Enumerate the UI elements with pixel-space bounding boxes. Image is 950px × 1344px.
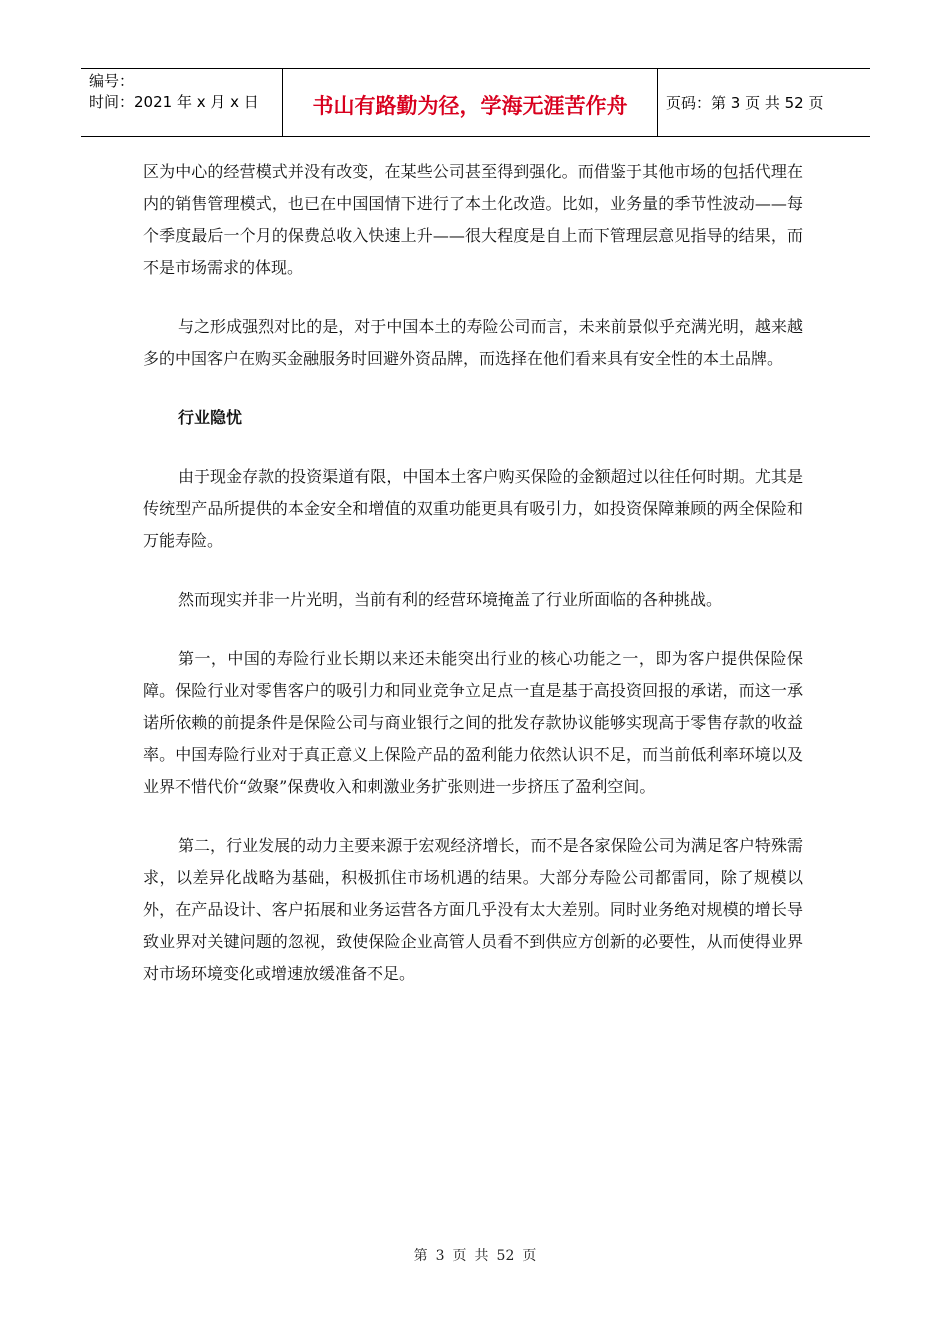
body-paragraph: 第二，行业发展的动力主要来源于宏观经济增长，而不是各家保险公司为满足客户特殊需求，以差异化战略为基础，积极抓住市场机遇的结果。大部分寿险公司都雷同，除了规模以外，在产品设计、客户拓展和业务运营各方面几乎没有太大差别。同时业务绝对规模的增长导致业界对关键问题的忽视，致使保险企业高管人员看不到供应方创新的必要性，从而使得业界对市场环境变化或增速放缓准备不足。 <box>143 836 803 983</box>
footer-total-pages: 52 <box>496 1248 515 1264</box>
footer-ye: 页 <box>452 1248 467 1264</box>
page-footer <box>0 1245 950 1265</box>
footer-di: 第 <box>413 1248 428 1264</box>
body-paragraph: 由于现金存款的投资渠道有限，中国本土客户购买保险的金额超过以往任何时期。尤其是传统型产品所提供的本金安全和增值的双重功能更具有吸引力，如投资保障兼顾的两全保险和万能寿险。 <box>143 467 803 550</box>
document-date: 时间：2021 年 x 月 x 日 <box>89 93 259 111</box>
header-bottom-rule <box>81 136 870 137</box>
footer-page-number: 3 <box>435 1248 445 1264</box>
body-paragraph: 区为中心的经营模式并没有改变，在某些公司甚至得到强化。而借鉴于其他市场的包括代理在内的销售管理模式，也已在中国国情下进行了本土化改造。比如，业务量的季节性波动——每个季度最后一个月的保费总收入快速上升——很大程度是自上而下管理层意见指导的结果，而不是市场需求的体现。 <box>143 162 803 277</box>
footer-ye2: 页 <box>522 1248 537 1264</box>
header-top-rule <box>81 68 870 69</box>
body-paragraph: 然而现实并非一片光明，当前有利的经营环境掩盖了行业所面临的各种挑战。 <box>178 590 723 609</box>
header-page-code: 页码：第 3 页 共 52 页 <box>666 94 824 112</box>
header-motto: 书山有路勤为径，学海无涯苦作舟 <box>312 94 628 118</box>
body-paragraph: 第一，中国的寿险行业长期以来还未能突出行业的核心功能之一，即为客户提供保险保障。保险行业对零售客户的吸引力和同业竞争立足点一直是基于高投资回报的承诺，而这一承诺所依赖的前提条件是保险公司与商业银行之间的批发存款协议能够实现高于零售存款的收益率。中国寿险行业对于真正意义上保险产品的盈利能力依然认识不足，而当前低利率环境以及业界不惜代价“敛聚”保费收入和刺激业务扩张则进一步挤压了盈利空间。 <box>143 649 803 796</box>
document-body <box>143 156 803 990</box>
footer-gong: 共 <box>474 1248 489 1264</box>
body-paragraph: 与之形成强烈对比的是，对于中国本土的寿险公司而言，未来前景似乎充满光明，越来越多的中国客户在购买金融服务时回避外资品牌，而选择在他们看来具有安全性的本土品牌。 <box>143 317 803 368</box>
header-divider-right <box>657 68 658 136</box>
section-heading: 行业隐忧 <box>178 408 243 427</box>
header-left-cell <box>89 71 259 113</box>
document-number-label: 编号： <box>89 72 135 90</box>
